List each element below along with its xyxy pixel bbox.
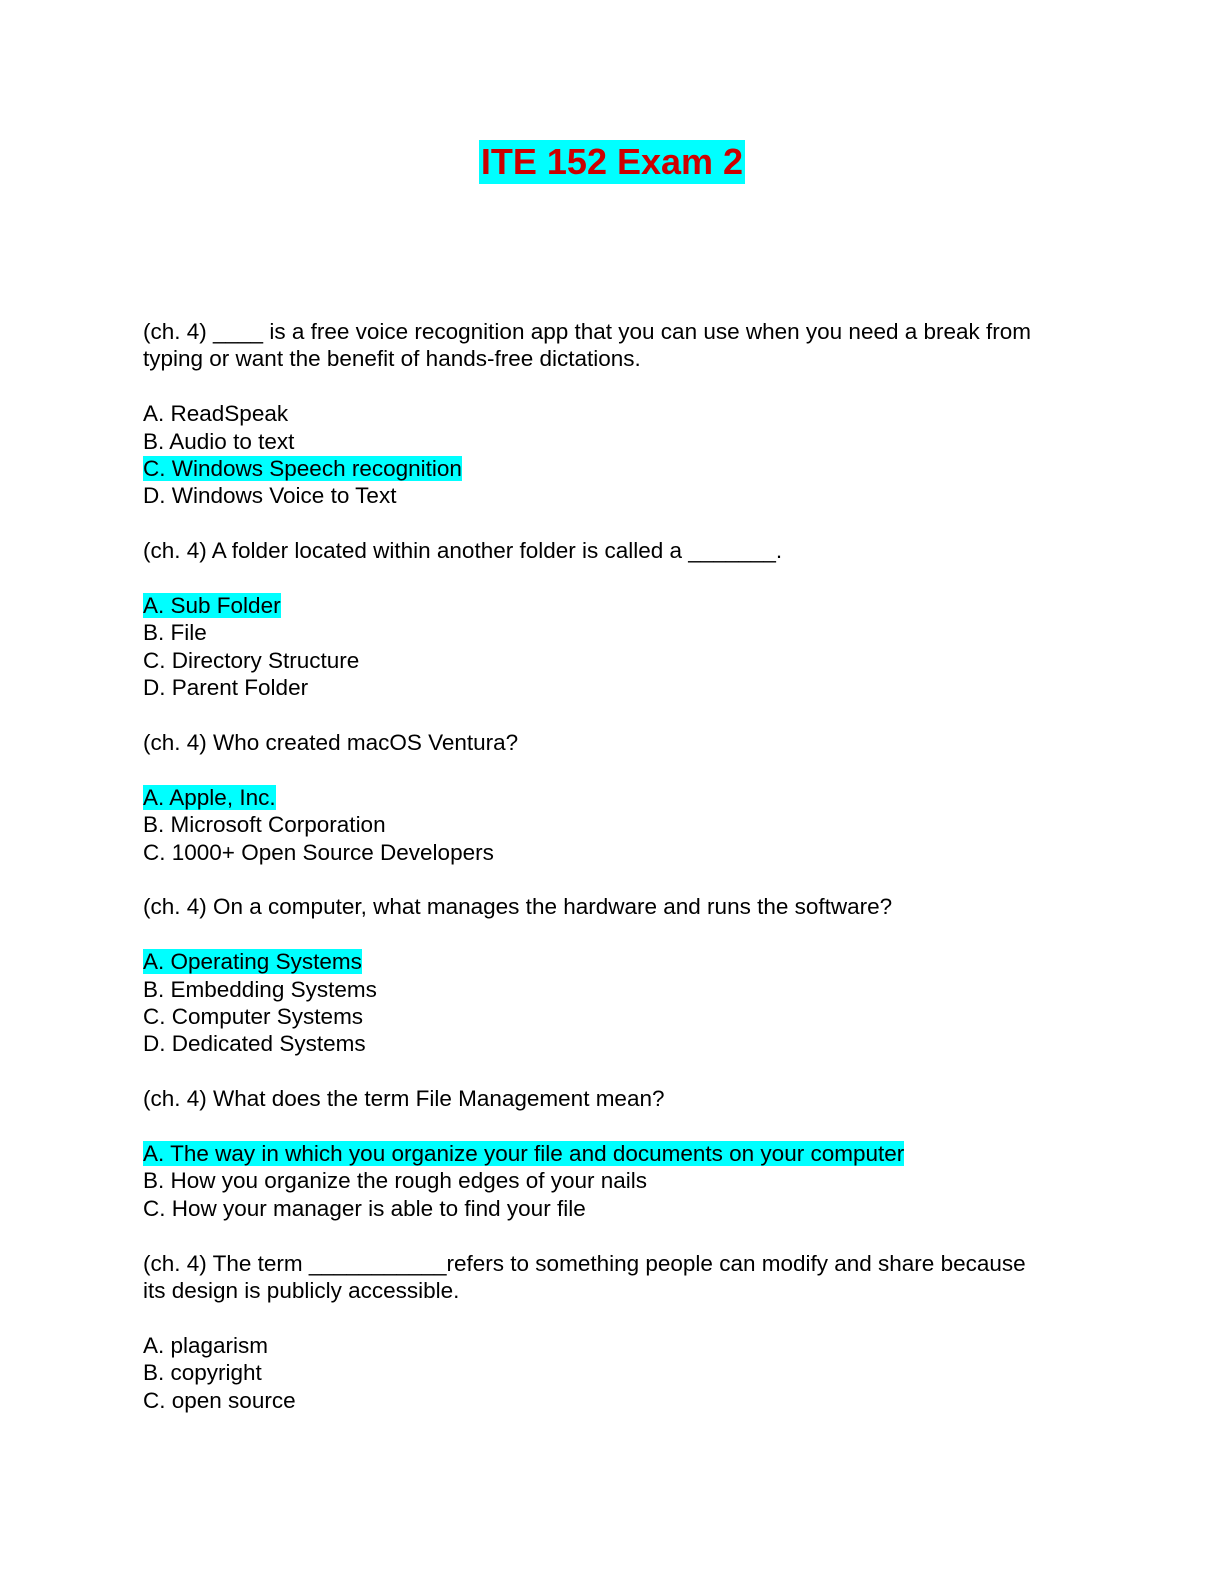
answer-option bbox=[143, 647, 1043, 674]
question-list bbox=[143, 318, 1043, 1441]
option-label: A. Operating Systems bbox=[143, 949, 362, 975]
question-4 bbox=[143, 893, 1043, 1057]
option-label: A. Apple, Inc. bbox=[143, 784, 276, 810]
answer-option bbox=[143, 1195, 1043, 1222]
answer-option bbox=[143, 1332, 1043, 1359]
answer-option bbox=[143, 1387, 1043, 1414]
answer-option bbox=[143, 1167, 1043, 1194]
answer-option bbox=[143, 811, 1043, 838]
option-label: B. Microsoft Corporation bbox=[143, 812, 386, 838]
answer-option-highlighted bbox=[143, 784, 1043, 811]
answer-option-highlighted bbox=[143, 948, 1043, 975]
question-3 bbox=[143, 729, 1043, 866]
option-label: B. Embedding Systems bbox=[143, 976, 377, 1002]
option-label: C. How your manager is able to find your file bbox=[143, 1195, 586, 1221]
option-label: D. Parent Folder bbox=[143, 675, 309, 701]
option-label: A. ReadSpeak bbox=[143, 401, 289, 427]
question-text: (ch. 4) Who created macOS Ventura? bbox=[143, 730, 519, 756]
option-label: C. Windows Speech recognition bbox=[143, 456, 462, 482]
answer-option bbox=[143, 839, 1043, 866]
option-label: A. plagarism bbox=[143, 1332, 269, 1358]
option-label: B. Audio to text bbox=[143, 428, 295, 454]
answer-option bbox=[143, 674, 1043, 701]
question-text: (ch. 4) A folder located within another folder is called a _______. bbox=[143, 538, 783, 564]
answer-option bbox=[143, 1030, 1043, 1057]
option-label: B. How you organize the rough edges of your nails bbox=[143, 1168, 648, 1194]
question-5 bbox=[143, 1085, 1043, 1222]
page-title: ITE 152 Exam 2 bbox=[480, 141, 744, 182]
answer-option bbox=[143, 619, 1043, 646]
question-text: (ch. 4) What does the term File Management mean? bbox=[143, 1086, 665, 1112]
option-label: B. File bbox=[143, 620, 207, 646]
question-text: (ch. 4) On a computer, what manages the hardware and runs the software? bbox=[143, 894, 893, 920]
answer-option bbox=[143, 400, 1043, 427]
question-2 bbox=[143, 537, 1043, 701]
option-label: D. Windows Voice to Text bbox=[143, 483, 397, 509]
option-label: C. Computer Systems bbox=[143, 1004, 364, 1030]
answer-option bbox=[143, 976, 1043, 1003]
option-label: C. 1000+ Open Source Developers bbox=[143, 839, 494, 865]
question-text: (ch. 4) The term ___________refers to something people can modify and share because its design is publicly accessible. bbox=[143, 1250, 1026, 1304]
option-label: A. The way in which you organize your file and documents on your computer bbox=[143, 1141, 905, 1167]
option-label: A. Sub Folder bbox=[143, 593, 281, 619]
option-label: D. Dedicated Systems bbox=[143, 1031, 366, 1057]
answer-option bbox=[143, 428, 1043, 455]
answer-option-highlighted bbox=[143, 455, 1043, 482]
option-label: C. open source bbox=[143, 1387, 296, 1413]
answer-option bbox=[143, 1003, 1043, 1030]
answer-option-highlighted bbox=[143, 592, 1043, 619]
question-6 bbox=[143, 1250, 1043, 1414]
question-1 bbox=[143, 318, 1043, 510]
title-container bbox=[0, 140, 1224, 184]
answer-option-highlighted bbox=[143, 1140, 1043, 1167]
question-text: (ch. 4) ____ is a free voice recognition app that you can use when you need a break from typing or want the benefit of hands-free dictations. bbox=[143, 319, 1032, 372]
answer-option bbox=[143, 482, 1043, 509]
option-label: B. copyright bbox=[143, 1360, 262, 1386]
answer-option bbox=[143, 1359, 1043, 1386]
option-label: C. Directory Structure bbox=[143, 647, 360, 673]
